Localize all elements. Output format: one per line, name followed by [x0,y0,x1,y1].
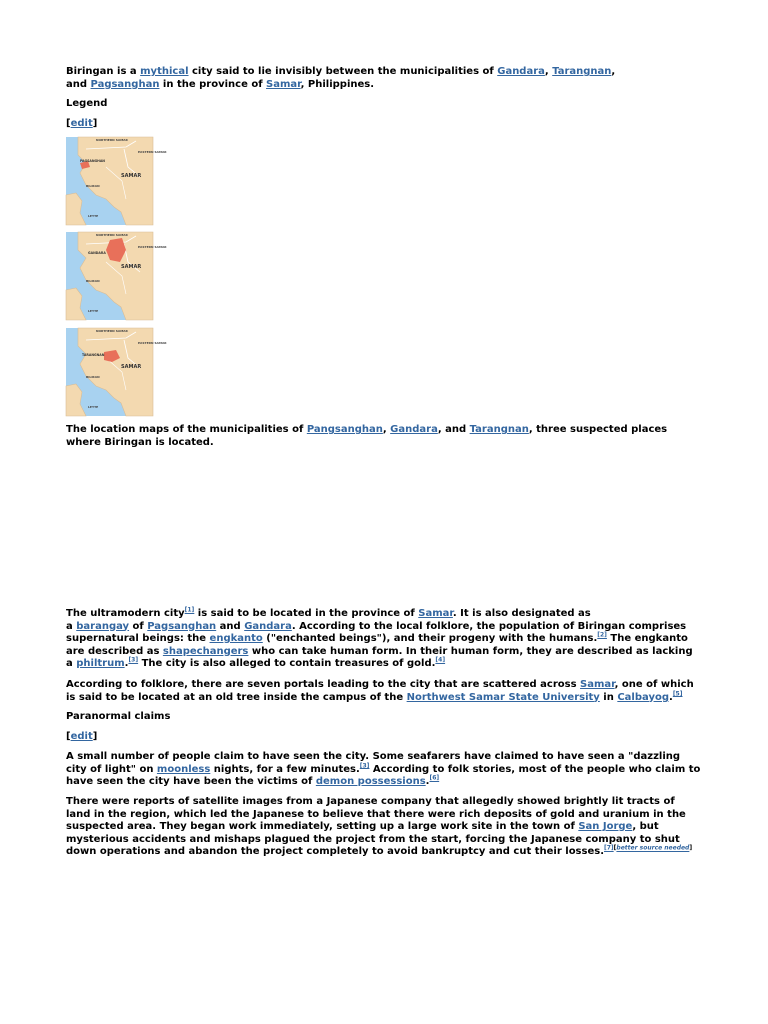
edit-link-legend[interactable]: edit [70,118,93,129]
paragraph-satellite: There were reports of satellite images from a Japanese company that allegedly showed brightly lit tracts of land in the region, which led the Japanese to believe that there were rich deposits of gold and uranium in the suspected area. They began work immediately, setting up a large work site in the town of San Jorge, but mysterious accidents and mishaps plagued the project from the start, forcing the Japanese company to shut down operations and abandon the project completely to avoid bankruptcy and cut their losses.[7][better source needed] [66,796,693,857]
better-source-needed[interactable]: better source needed [616,844,690,852]
map-tarangnan [66,328,167,416]
ref-3[interactable]: [3] [128,656,139,664]
map-label-biliran: BILIRAN [86,184,100,188]
map-label-eastern: EASTERN SAMAR [138,245,167,249]
ref-5[interactable]: [5] [672,690,683,698]
intro-paragraph: Biringan is a mythical city said to lie invisibly between the municipalities of Gandara, Tarangnan, and Pagsanghan in the province of Samar, Philippines. [66,66,616,90]
link-tarangnan[interactable]: Tarangnan [552,66,612,77]
map-label-eastern: EASTERN SAMAR [138,150,167,154]
ref-6[interactable]: [6] [429,774,440,782]
map-label-samar: SAMAR [121,173,142,179]
link-moonless[interactable]: moonless [156,763,211,775]
maps-caption: The location maps of the municipalities of Pangsanghan, Gandara, and Tarangnan, three suspected places where Biringan is located. [66,424,668,448]
map-label-samar: SAMAR [121,264,142,270]
edit-link-paranormal[interactable]: edit [70,731,93,742]
map-label-biliran: BILIRAN [86,375,100,379]
paranormal-edit: [edit] [66,731,98,742]
link-engkanto[interactable]: engkanto [209,633,263,644]
ref-3b[interactable]: [3] [359,762,370,770]
map-label-town: TARANGNAN [82,353,105,357]
ref-1[interactable]: [1] [184,606,195,614]
link-pagsanghan[interactable]: Pagsanghan [90,78,160,90]
paragraph-description: The ultramodern city[1] is said to be located in the province of Samar. It is also designated as a barangay of Pagsanghan and Gandara. According to the local folklore, the population of Biringan comprises supernatural beings: the engkanto ("enchanted beings"), and their progeny with the humans.[2] The engkanto are described as shapechangers who can take human form. In their human form, they are described as lacking a philtrum.[3] The city is also alleged to contain treasures of gold.[4] [66,606,693,669]
link-samar-2[interactable]: Samar [418,608,453,619]
legend-heading: Legend [66,98,108,109]
map-label-biliran: BILIRAN [86,279,100,283]
map-label-town: GANDARA [88,251,106,255]
ref-4[interactable]: [4] [435,656,446,664]
link-demon-possessions[interactable]: demon possessions [315,776,426,787]
link-shapechangers[interactable]: shapechangers [162,645,249,657]
link-tarangnan-caption[interactable]: Tarangnan [469,424,529,435]
map-label-samar: SAMAR [121,364,142,370]
link-philtrum[interactable]: philtrum [76,658,125,669]
link-pangsanghan[interactable]: Pangsanghan [306,424,383,435]
link-calbayog[interactable]: Calbayog [617,691,669,703]
link-gandara[interactable]: Gandara [497,66,545,77]
map-label-leyte: LEYTE [88,405,99,409]
link-san-jorge[interactable]: San Jorge [578,821,633,832]
map-label-northern: NORTHERN SAMAR [96,233,128,237]
ref-7[interactable]: [7] [604,844,614,852]
map-label-northern: NORTHERN SAMAR [96,329,128,333]
link-barangay[interactable]: barangay [76,620,130,632]
map-label-leyte: LEYTE [88,309,99,313]
ref-2[interactable]: [2] [597,631,607,639]
link-mythical[interactable]: mythical [140,66,189,77]
link-samar-3[interactable]: Samar [580,679,615,690]
link-samar[interactable]: Samar [266,78,301,90]
paranormal-heading: Paranormal claims [66,711,171,722]
map-pagsanghan [66,137,167,225]
map-label-leyte: LEYTE [88,214,99,218]
paragraph-portals: According to folklore, there are seven portals leading to the city that are scattered across Samar, one of which is said to be located at an old tree inside the campus of the Northwest Samar State University in Calbayog.[5] [66,679,694,703]
map-label-northern: NORTHERN SAMAR [96,138,128,142]
link-gandara-caption[interactable]: Gandara [390,424,438,435]
map-gandara [66,232,167,320]
link-pagsanghan-2[interactable]: Pagsanghan [147,620,217,632]
legend-edit: [edit] [66,118,98,129]
link-gandara-2[interactable]: Gandara [244,620,292,632]
map-label-eastern: EASTERN SAMAR [138,341,167,345]
link-nwssu[interactable]: Northwest Samar State University [406,691,600,703]
paragraph-claims: A small number of people claim to have seen the city. Some seafarers have claimed to have seen a "dazzling city of light" on moonless nights, for a few minutes.[3] According to folk stories, most of the people who claim to have seen the city have been the victims of demon possessions.[6] [66,751,701,787]
map-label-town: PAGSANGHAN [80,159,105,163]
